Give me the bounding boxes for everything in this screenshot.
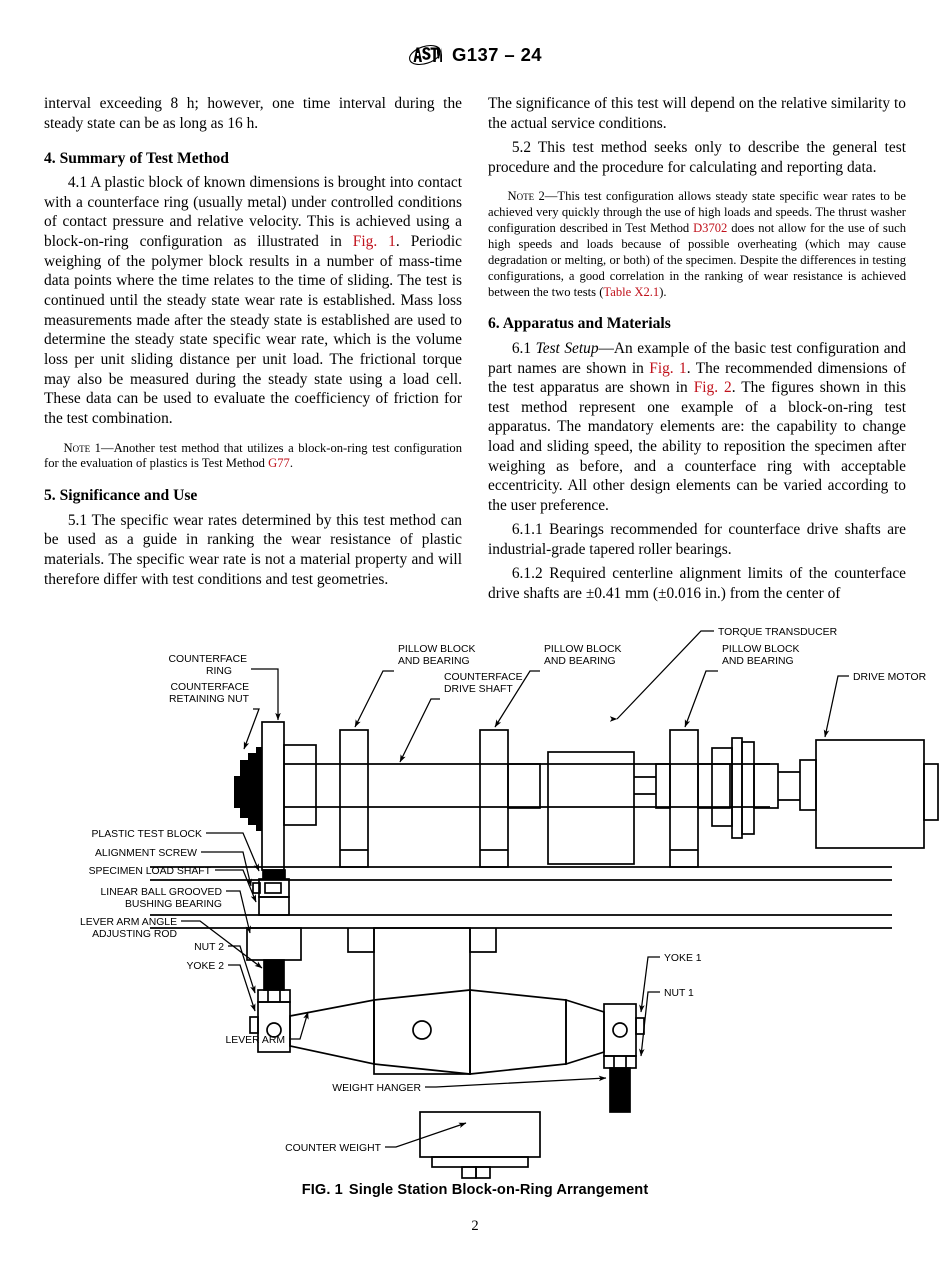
label-pillow-block-2-line2: AND BEARING [544, 656, 616, 667]
figure-1-drawing [0, 612, 950, 1182]
label-specimen-load-shaft: SPECIMEN LOAD SHAFT [88, 866, 211, 877]
figure-labels [80, 627, 927, 1154]
label-drive-shaft-line1: COUNTERFACE [444, 672, 523, 683]
note-2 [488, 189, 906, 300]
figure-1 [0, 612, 950, 1212]
paragraph-5-2: 5.2 This test method seeks only to describe the general test procedure and the procedure for calculating and reporting data. [488, 138, 906, 176]
label-lever-arm-rod-line2: ADJUSTING ROD [92, 929, 177, 940]
note-2-text-c: ). [659, 284, 667, 299]
label-retaining-nut-line1: COUNTERFACE [170, 682, 249, 693]
label-weight-hanger: WEIGHT HANGER [332, 1083, 421, 1094]
left-text-column [44, 94, 462, 589]
label-torque-transducer: TORQUE TRANSDUCER [718, 627, 838, 638]
paragraph-5-1: 5.1 The specific wear rates determined by this test method can be used as a guide in ranking the wear resistance of plastic materials. The specific wear rate is not a material property and will therefore differ with test conditions and test geometries. [44, 511, 462, 588]
paragraph-6-1-number: 6.1 [511, 339, 536, 357]
paragraph-5-1-continued: The significance of this test will depend on the relative similarity to the actual service conditions. [488, 95, 906, 132]
label-nut-2: NUT 2 [194, 942, 224, 953]
link-g77[interactable]: G77 [268, 456, 290, 471]
page-header [0, 42, 950, 68]
astm-logo-icon [408, 42, 442, 68]
figure-caption-number: FIG. 1 [301, 1182, 343, 1198]
paragraph-6-1-text-b: . The recommended dimensions of the test apparatus are shown in [488, 359, 907, 397]
label-bushing-line2: BUSHING BEARING [125, 899, 222, 910]
paragraph-4-1 [44, 173, 462, 429]
label-bushing-line1: LINEAR BALL GROOVED [100, 887, 222, 898]
label-counter-weight: COUNTER WEIGHT [285, 1143, 381, 1154]
figure-caption-title: Single Station Block-on-Ring Arrangement [348, 1182, 649, 1198]
link-d3702[interactable]: D3702 [693, 221, 728, 236]
figure-1-caption [0, 1182, 950, 1198]
standard-designation: G137 – 24 [451, 44, 542, 65]
paragraph-6-1-term: Test Setup [535, 339, 599, 357]
label-drive-motor: DRIVE MOTOR [853, 672, 927, 683]
label-plastic-test-block: PLASTIC TEST BLOCK [91, 829, 202, 840]
right-text-column [488, 94, 906, 604]
note-1-text-a: —Another test method that utilizes a block-on-ring test configuration for the evaluation of plastics is Test Method [44, 440, 462, 471]
label-pillow-block-2-line1: PILLOW BLOCK [544, 644, 622, 655]
link-fig-1-b[interactable]: Fig. 1 [649, 359, 687, 377]
label-nut-1: NUT 1 [664, 988, 694, 999]
label-counterface-ring-line1: COUNTERFACE [168, 654, 247, 665]
paragraph-6-1-text-c: . The figures shown in this test method represent one example of a block-on-ring test apparatus. The mandatory elements are: the capability to change load and sliding speed, the ability to reposition the specimen after weighing as before, and a counterface ring with acceptable eccentricity. All other design elements can be varied according to the user preference. [488, 379, 906, 515]
note-2-text-b: does not allow for the use of such high speeds and loads because of possible overheating (which may cause degradation or melting, or both) of the specimen. Despite the differences in testing configurations, a good correlation in the ranking of wear resistance is achieved between the two tests ( [488, 221, 907, 299]
carryover-paragraph: interval exceeding 8 h; however, one time interval during the steady state can be as long as 16 h. [44, 95, 462, 132]
label-yoke-1: YOKE 1 [664, 953, 702, 964]
label-alignment-screw: ALIGNMENT SCREW [95, 848, 197, 859]
page-number: 2 [471, 1218, 479, 1234]
paragraph-6-1-1: 6.1.1 Bearings recommended for counterface drive shafts are industrial-grade tapered roller bearings. [488, 521, 906, 559]
paragraph-6-1-2: 6.1.2 Required centerline alignment limits of the counterface drive shafts are ±0.41 mm (±0.016 in.) from the center of [488, 565, 906, 602]
label-yoke-2: YOKE 2 [186, 961, 224, 972]
label-counterface-ring-line2: RING [206, 666, 232, 677]
paragraph-4-1-text-b: . Periodic weighing of the polymer block results in a number of mass-time data points where the time relates to the time of sliding. The test is continued until the steady state wear rate is established. Mass loss measurements made after the steady state is established are used to determine the steady state specific wear rate, which is the volume loss per unit sliding distance per unit load. The frictional torque may also be measured during the steady state using a load cell. These data can be used to evaluate the coefficiency of friction for the test combination. [44, 233, 462, 427]
heading-section-6: 6. Apparatus and Materials [488, 315, 671, 333]
heading-section-4: 4. Summary of Test Method [44, 149, 229, 167]
label-pillow-block-3-line1: PILLOW BLOCK [722, 644, 800, 655]
label-pillow-block-3-line2: AND BEARING [722, 656, 794, 667]
label-pillow-block-1-line1: PILLOW BLOCK [398, 644, 476, 655]
label-lever-arm-rod-line1: LEVER ARM ANGLE [79, 917, 177, 928]
note-1-text-b: . [289, 456, 293, 471]
heading-section-5: 5. Significance and Use [44, 487, 198, 505]
paragraph-6-1-text-a: —An example of the basic test configuration and part names are shown in [488, 339, 906, 377]
link-fig-1[interactable]: Fig. 1 [352, 233, 396, 251]
link-table-x2-1[interactable]: Table X2.1 [603, 284, 660, 299]
note-1-label: Note 1 [63, 440, 101, 455]
label-drive-shaft-line2: DRIVE SHAFT [444, 684, 513, 695]
paragraph-6-1 [488, 339, 906, 516]
paragraph-4-1-text-a: 4.1 A plastic block of known dimensions is brought into contact with a counterface ring (usually metal) under controlled conditions of contact pressure and relative velocity. This is achieved using a block-on-ring configuration as illustrated in [44, 174, 462, 251]
label-pillow-block-1-line2: AND BEARING [398, 656, 470, 667]
note-2-text-a: —This test configuration allows steady state specific wear rates to be achieved very quickly through the use of high loads and speeds. The thrust washer configuration described in Test Method [488, 189, 906, 236]
label-lever-arm: LEVER ARM [225, 1035, 285, 1046]
note-1 [44, 441, 462, 473]
link-fig-2[interactable]: Fig. 2 [693, 379, 732, 397]
note-2-label: Note 2 [507, 189, 545, 204]
label-retaining-nut-line2: RETAINING NUT [168, 694, 249, 705]
